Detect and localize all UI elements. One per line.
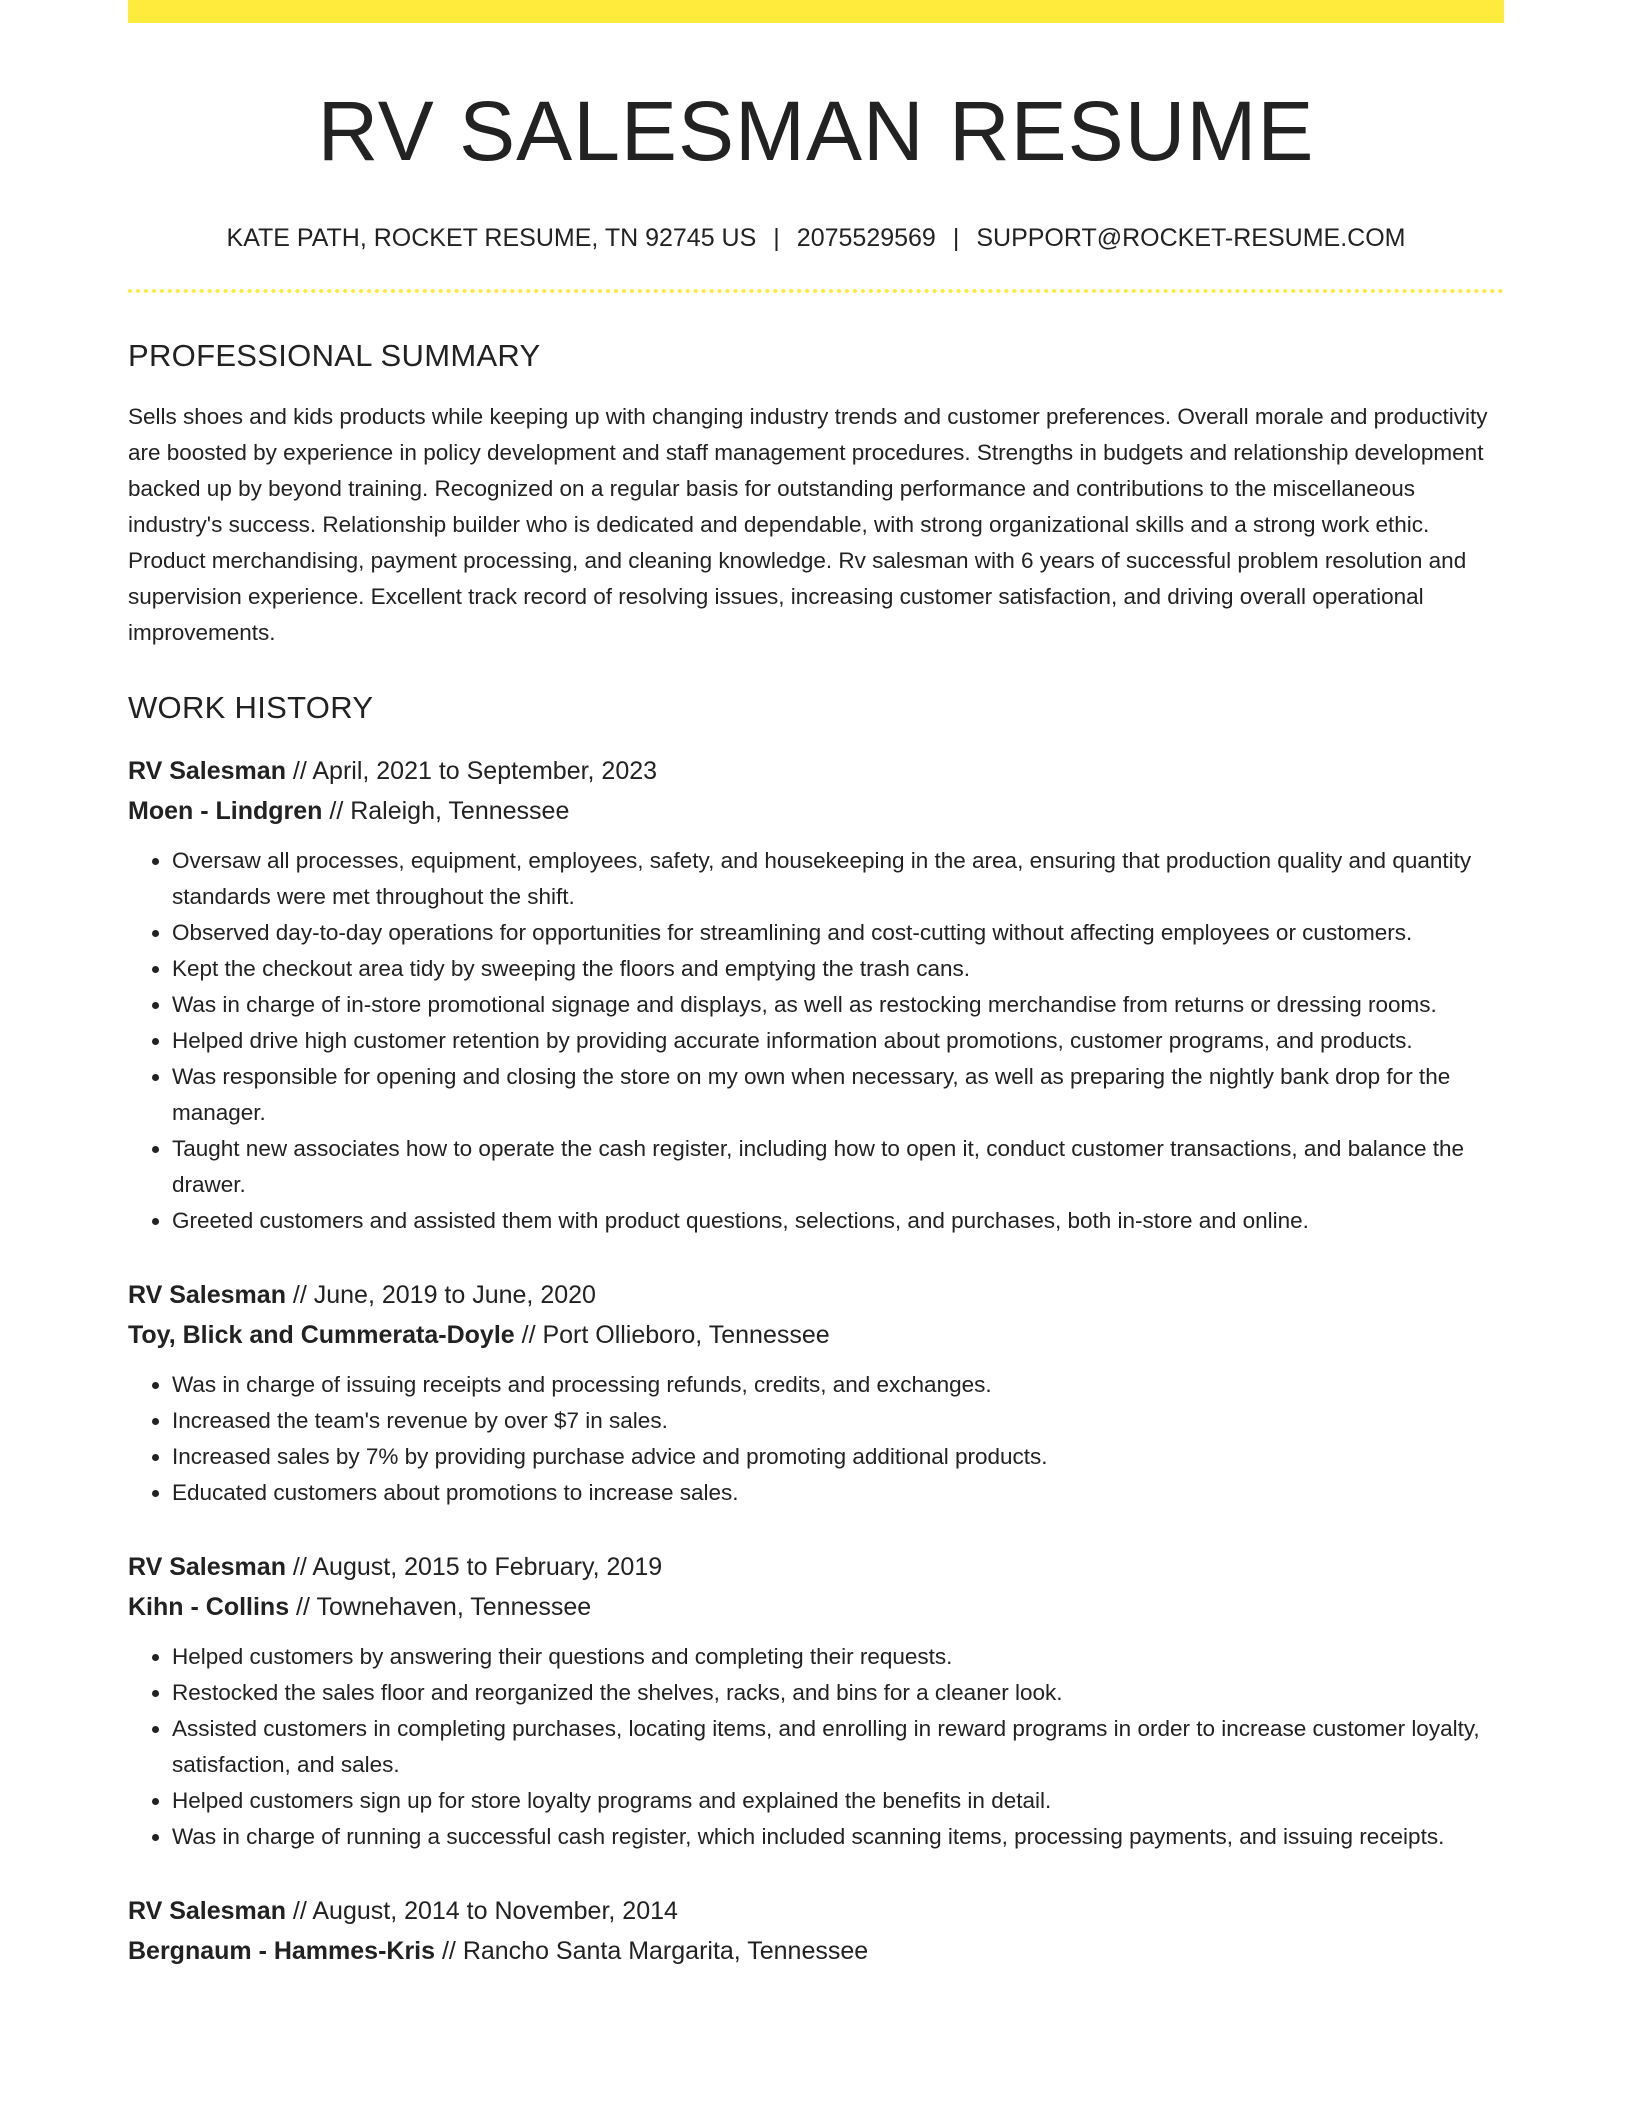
job-company-line: [128, 791, 1504, 831]
job-title-line: [128, 751, 1504, 791]
contact-separator: |: [952, 224, 960, 253]
contact-separator: |: [773, 224, 780, 253]
job-bullet: • Oversaw all processes, equipment, employees, safety, and housekeeping in the area, ensuring that production quality and quantity standards were met throughout the shift.: [172, 843, 1504, 915]
job-bullet: • Helped customers by answering their questions and completing their requests.: [172, 1639, 1504, 1675]
job-title-line: [128, 1891, 1504, 1931]
work-history-heading: WORK HISTORY: [128, 689, 374, 725]
job-bullet: • Greeted customers and assisted them with product questions, selections, and purchases, both in-store and online.: [172, 1203, 1504, 1239]
job-title: RV Salesman: [128, 1280, 286, 1309]
job-bullet: • Assisted customers in completing purchases, locating items, and enrolling in reward programs in order to increase customer loyalty, satisfaction, and sales.: [172, 1711, 1504, 1783]
job-bullet: • Taught new associates how to operate the cash register, including how to open it, conduct customer transactions, and balance the drawer.: [172, 1131, 1504, 1203]
job-dates: // August, 2015 to February, 2019: [285, 1552, 663, 1581]
job-title-line: [128, 1275, 1504, 1315]
job-bullet: • Increased the team's revenue by over $7 in sales.: [172, 1403, 1504, 1439]
job-entry: [128, 1275, 1504, 1511]
contact-phone: 2075529569: [796, 224, 936, 253]
job-bullet: • Was in charge of in-store promotional signage and displays, as well as restocking merchandise from returns or dressing rooms.: [172, 987, 1504, 1023]
job-dates: // April, 2021 to September, 2023: [285, 756, 658, 785]
job-bullet: • Helped drive high customer retention by providing accurate information about promotions, customer programs, and products.: [172, 1023, 1504, 1059]
job-bullet: • Was in charge of running a successful cash register, which included scanning items, processing payments, and issuing receipts.: [172, 1819, 1504, 1855]
job-bullet: • Was responsible for opening and closing the store on my own when necessary, as well as preparing the nightly bank drop for the manager.: [172, 1059, 1504, 1131]
contact-line: [128, 223, 1504, 253]
job-title-line: [128, 1547, 1504, 1587]
summary-heading: PROFESSIONAL SUMMARY: [128, 338, 541, 374]
job-dates: // August, 2014 to November, 2014: [285, 1896, 678, 1925]
job-bullet-list: [128, 843, 1504, 1239]
dotted-divider: [128, 289, 1504, 293]
contact-email: SUPPORT@ROCKET-RESUME.COM: [976, 224, 1406, 253]
job-bullet-list: [128, 1639, 1504, 1855]
job-company-line: [128, 1315, 1504, 1355]
job-company: Bergnaum - Hammes-Kris: [128, 1936, 436, 1965]
job-entry: [128, 1547, 1504, 1855]
resume-page: [128, 0, 1504, 1971]
summary-text: Sells shoes and kids products while keeping up with changing industry trends and customer preferences. Overall morale and productivity are boosted by experience in policy development and staff management procedures. Strengths in budgets and relationship development backed up by beyond training. Recognized on a regular basis for outstanding performance and contributions to the miscellaneous industry's success. Relationship builder who is dedicated and dependable, with strong organizational skills and a strong work ethic. Product merchandising, payment processing, and cleaning knowledge. Rv salesman with 6 years of successful problem resolution and supervision experience. Excellent track record of resolving issues, increasing customer satisfaction, and driving overall operational improvements.: [128, 403, 1488, 645]
job-bullet: • Restocked the sales floor and reorganized the shelves, racks, and bins for a cleaner look.: [172, 1675, 1504, 1711]
job-company-line: [128, 1931, 1504, 1971]
work-history-list: [128, 751, 1504, 1971]
job-title: RV Salesman: [128, 1896, 286, 1925]
job-location: // Raleigh, Tennessee: [322, 796, 570, 825]
job-location: // Townehaven, Tennessee: [289, 1592, 592, 1621]
accent-top-bar: [128, 0, 1504, 23]
job-company: Kihn - Collins: [128, 1592, 290, 1621]
job-location: // Port Ollieboro, Tennessee: [514, 1320, 830, 1349]
job-bullet: • Observed day-to-day operations for opportunities for streamlining and cost-cutting without affecting employees or customers.: [172, 915, 1504, 951]
job-bullet: • Kept the checkout area tidy by sweeping the floors and emptying the trash cans.: [172, 951, 1504, 987]
job-company: Toy, Blick and Cummerata-Doyle: [128, 1320, 515, 1349]
job-bullet: • Educated customers about promotions to increase sales.: [172, 1475, 1504, 1511]
job-dates: // June, 2019 to June, 2020: [285, 1280, 596, 1309]
job-company-line: [128, 1587, 1504, 1627]
job-bullet-list: [128, 1367, 1504, 1511]
resume-title: RV SALESMAN RESUME: [317, 84, 1315, 178]
job-company: Moen - Lindgren: [128, 796, 323, 825]
job-bullet: • Increased sales by 7% by providing purchase advice and promoting additional products.: [172, 1439, 1504, 1475]
contact-address: KATE PATH, ROCKET RESUME, TN 92745 US: [226, 224, 757, 253]
job-entry: [128, 751, 1504, 1239]
job-title: RV Salesman: [128, 1552, 286, 1581]
job-entry: [128, 1891, 1504, 1971]
job-bullet: • Was in charge of issuing receipts and processing refunds, credits, and exchanges.: [172, 1367, 1504, 1403]
job-title: RV Salesman: [128, 756, 286, 785]
job-bullet: • Helped customers sign up for store loyalty programs and explained the benefits in detail.: [172, 1783, 1504, 1819]
job-location: // Rancho Santa Margarita, Tennessee: [435, 1936, 869, 1965]
